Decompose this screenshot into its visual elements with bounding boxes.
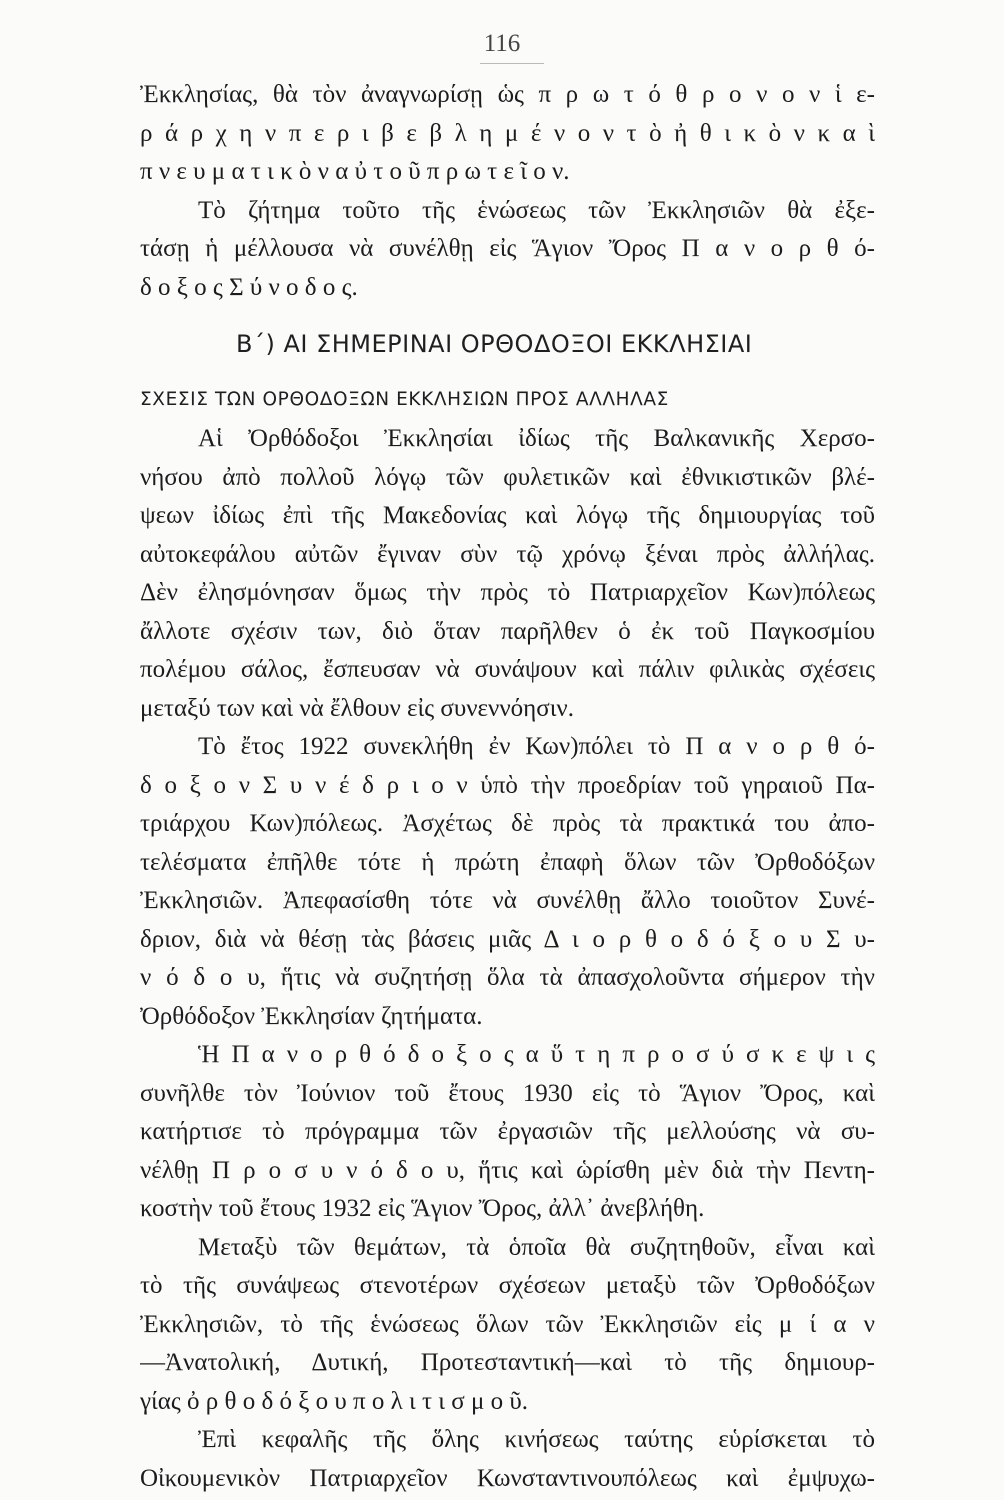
text-line: ν ό δ ο υ, ἥτις νὰ συζητήσῃ ὅλα τὰ ἀπασχολοῦντα σήμερον τὴν [140,964,875,991]
text-line: συνῆλθε τὸν Ἰούνιον τοῦ ἔτους 1930 εἰς τὸ Ἅγιον Ὄρος, καὶ [140,1079,875,1107]
text-line: Δὲν ἐλησμόνησαν ὅμως τὴν πρὸς τὸ Πατριαρχεῖον Κων)πόλεως [140,579,875,606]
text-line: Ἐκκλησιῶν, τὸ τῆς ἑνώσεως ὅλων τῶν Ἐκκλησιῶν εἰς μ ί α ν [140,1310,875,1338]
body-text [140,420,875,1498]
text-line: τελέσματα ἐπῆλθε τότε ἡ πρώτη ἐπαφὴ ὅλων τῶν Ὀρθοδόξων [140,848,875,876]
section-subheading: ΣΧΕΣΙΣ ΤΩΝ ΟΡΘΟΔΟΞΩΝ ΕΚΚΛΗΣΙΩΝ ΠΡΟΣ ΑΛΛΗΛΑΣ [140,389,669,410]
text-line: νέλθῃ Π ρ ο σ υ ν ό δ ο υ, ἥτις καὶ ὡρίσθη μὲν διὰ τὴν Πεντη- [140,1156,875,1184]
text-line: ψεων ἰδίως ἐπὶ τῆς Μακεδονίας καὶ λόγῳ τῆς δημιουργίας τοῦ [140,502,875,529]
text-line: Ἐκκλησιῶν. Ἀπεφασίσθη τότε νὰ συνέλθῃ ἄλλο τοιοῦτον Συνέ- [140,887,875,914]
text-line: νήσου ἀπὸ πολλοῦ λόγῳ τῶν φυλετικῶν καὶ ἐθνικιστικῶν βλέ- [140,463,875,491]
text-line: Ἐπὶ κεφαλῆς τῆς ὅλης κινήσεως ταύτης εὑρίσκεται τὸ [198,1426,875,1453]
text-line: γίας ὀ ρ θ ο δ ό ξ ο υ π ο λ ι τ ι σ μ ο ῦ. [140,1387,529,1415]
text-line: τάσῃ ἡ μέλλουσα νὰ συνέλθῃ εἰς Ἅγιον Ὄρος Π α ν ο ρ θ ό- [140,235,875,262]
text-line: δ ο ξ ο ς Σ ύ ν ο δ ο ς. [140,273,358,301]
text-line: δ ο ξ ο ν Σ υ ν έ δ ρ ι ο ν ὑπὸ τὴν προεδρίαν τοῦ γηραιοῦ Πα- [140,771,875,799]
text-line: Ἡ Π α ν ο ρ θ ό δ ο ξ ο ς α ὕ τ η π ρ ο σ ύ σ κ ε ψ ι ς [198,1041,875,1068]
text-line: ρ ά ρ χ η ν π ε ρ ι β ε β λ η μ έ ν ο ν τ ὸ ἠ θ ι κ ὸ ν κ α ὶ [140,119,875,147]
text-line: π ν ε υ μ α τ ι κ ὸ ν α ὐ τ ο ῦ π ρ ω τ ε ῖ ο ν. [140,158,570,185]
text-line: Ὀρθόδοξον Ἐκκλησίαν ζητήματα. [140,1002,483,1030]
text-line: πολέμου σάλος, ἔσπευσαν νὰ συνάψουν καὶ πάλιν φιλικὰς σχέσεις [140,656,875,683]
text-line: κατήρτισε τὸ πρόγραμμα τῶν ἐργασιῶν τῆς μελλούσης νὰ συ- [140,1118,875,1145]
text-line: Ἐκκλησίας, θὰ τὸν ἀναγνωρίσῃ ὡς π ρ ω τ ό θ ρ ο ν ο ν ἱ ε- [140,81,875,108]
text-line: μεταξύ των καὶ νὰ ἔλθουν εἰς συνεννόησιν. [140,694,574,722]
text-line: —Ἀνατολική, Δυτική, Προτεσταντική—καὶ τὸ τῆς δημιουρ- [140,1349,875,1376]
page-number-rule [480,63,544,64]
text-line: ἄλλοτε σχέσιν των, διὸ ὅταν παρῆλθεν ὁ ἐκ τοῦ Παγκοσμίου [140,617,875,645]
text-line: τριάρχου Κων)πόλεως. Ἀσχέτως δὲ πρὸς τὰ πρακτικά του ἀπο- [140,810,875,837]
intro-text [140,76,875,307]
text-line: Μεταξὺ τῶν θεμάτων, τὰ ὁποῖα θὰ συζητηθοῦν, εἶναι καὶ [198,1233,875,1261]
text-line: αὐτοκεφάλου αὐτῶν ἔγιναν σὺν τῷ χρόνῳ ξέναι πρὸς ἀλλήλας. [140,540,875,568]
text-line: τὸ τῆς συνάψεως στενοτέρων σχέσεων μεταξὺ τῶν Ὀρθοδόξων [140,1272,875,1299]
page-number: 116 [483,30,521,57]
text-line: κοστὴν τοῦ ἔτους 1932 εἰς Ἅγιον Ὄρος, ἀλλ᾽ ἀνεβλήθη. [140,1195,705,1222]
text-line: Τὸ ζήτημα τοῦτο τῆς ἑνώσεως τῶν Ἐκκλησιῶν θὰ ἐξε- [198,196,875,224]
text-line: Οἰκουμενικὸν Πατριαρχεῖον Κωνσταντινουπόλεως καὶ ἐμψυχω- [140,1464,875,1492]
text-line: δριον, διὰ νὰ θέσῃ τὰς βάσεις μιᾶς Δ ι ο ρ θ ο δ ό ξ ο υ Σ υ- [140,925,875,953]
text-line: Τὸ ἔτος 1922 συνεκλήθη ἐν Κων)πόλει τὸ Π α ν ο ρ θ ό- [198,733,875,760]
text-line: Αἱ Ὀρθόδοξοι Ἐκκλησίαι ἰδίως τῆς Βαλκανικῆς Χερσο- [198,425,875,452]
section-heading: Β΄) ΑΙ ΣΗΜΕΡΙΝΑΙ ΟΡΘΟΔΟΞΟΙ ΕΚΚΛΗΣΙΑΙ [236,330,753,358]
